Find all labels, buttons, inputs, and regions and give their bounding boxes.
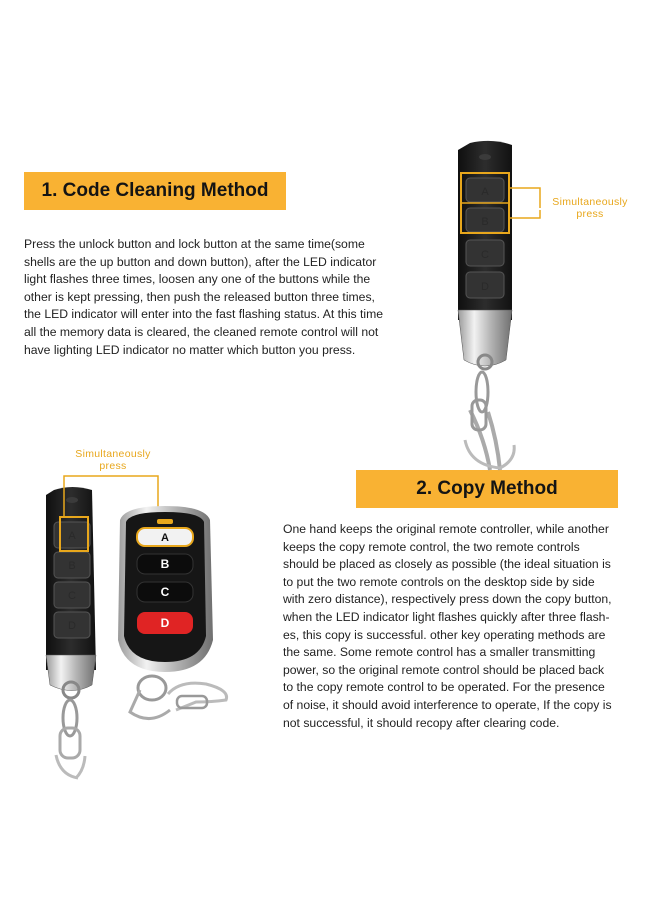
key-a-label: A: [68, 530, 76, 542]
key-c-label: C: [481, 249, 489, 261]
led-indicator-icon: [157, 519, 173, 524]
led-indicator-icon: [479, 154, 491, 160]
simultaneous-press-callout-1: Simultaneously press: [552, 196, 628, 220]
slim-remote-top: [458, 141, 540, 470]
code-cleaning-instructions: Press the unlock button and lock button at the same time(some shells are the up button and down button), after the LED indicator light flashes three times, loosen any one of the buttons while the other is kept pressing, then push the released button three times, the LED indicator will enter into the fast flashing status. At this time all the memory data is cleared, the cleaned remote control will not have lighting LED indicator no matter which button you press.: [24, 237, 384, 357]
copy-method-instructions: One hand keeps the original remote controller, while another keeps the copy remote control, the two remote controls should be placed as closely as possible (the ideal situation is to put the two remote controls on the desktop side by side with zero distance), respectively press down the copy button, when the LED indicator light flashes quickly after three flash- es, this copy is successful. other key operating methods are the same. Some remote control has a smaller transmitting power, so the original remote control should be placed back to the copy remote control to be operated. For the presence of noise, it should avoid interference to operate, If the copy is not successful, it should recopy after clearing code.: [283, 522, 612, 730]
key-d-label: D: [160, 616, 170, 630]
key-c-label: C: [160, 585, 170, 599]
key-d-label: D: [481, 281, 489, 293]
copy-method-heading-text: 2. Copy Method: [416, 478, 558, 499]
key-a-label: A: [161, 532, 169, 544]
key-d-label: D: [68, 620, 76, 632]
key-b-label: B: [481, 216, 489, 228]
simultaneous-press-callout-2: Simultaneously press: [75, 448, 151, 472]
key-c-label: C: [68, 590, 76, 602]
led-indicator-icon: [66, 497, 78, 503]
key-b-label: B: [160, 557, 170, 571]
key-b-label: B: [68, 560, 76, 572]
key-a-label: A: [481, 186, 489, 198]
pebble-remote: [118, 506, 227, 719]
code-cleaning-heading-text: 1. Code Cleaning Method: [41, 180, 269, 201]
